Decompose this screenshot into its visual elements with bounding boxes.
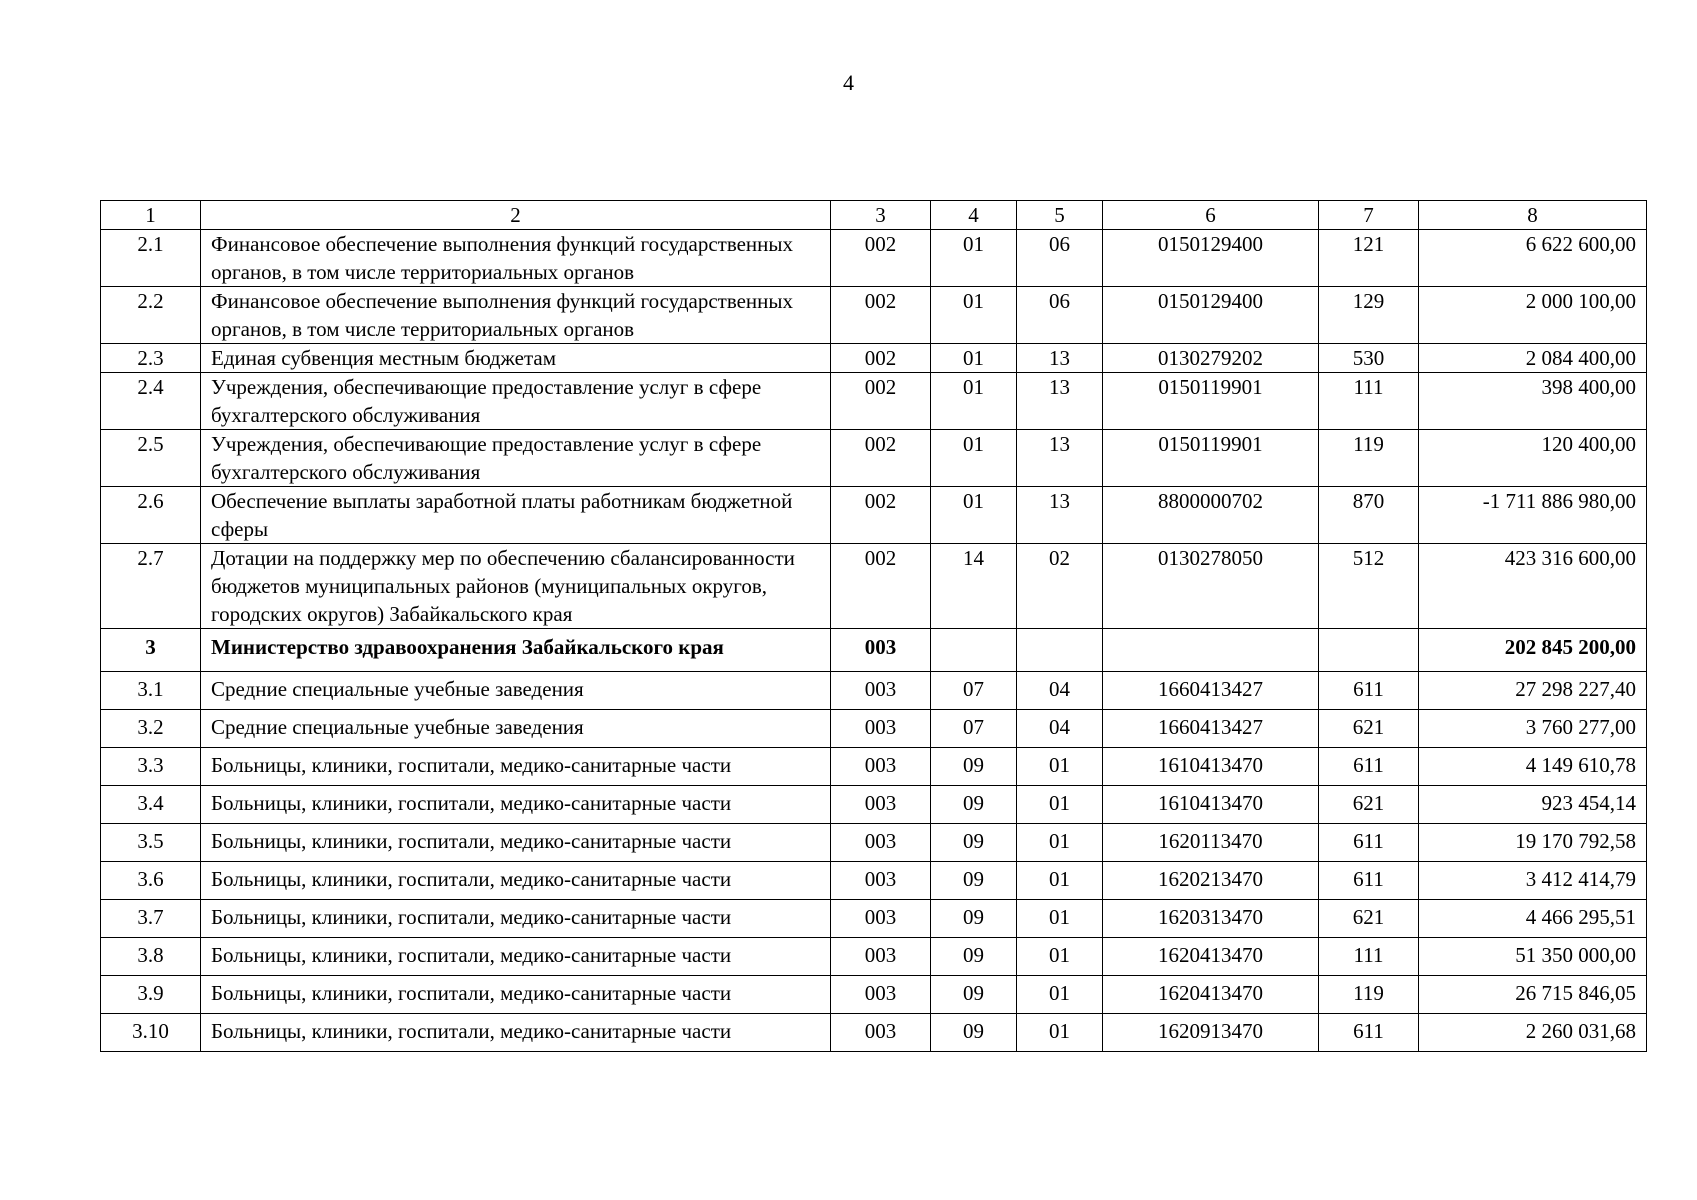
header-cell: 7 bbox=[1319, 201, 1419, 230]
section-code-cell: 14 bbox=[931, 544, 1017, 629]
ministry-code-cell: 003 bbox=[831, 786, 931, 824]
item-name-cell: Больницы, клиники, госпитали, медико-санитарные части bbox=[201, 900, 831, 938]
item-name-cell: Средние специальные учебные заведения bbox=[201, 672, 831, 710]
row-number-cell: 3.10 bbox=[101, 1014, 201, 1052]
item-name-cell: Министерство здравоохранения Забайкальского края bbox=[201, 629, 831, 672]
row-number-cell: 3.4 bbox=[101, 786, 201, 824]
ministry-code-cell: 003 bbox=[831, 824, 931, 862]
table-row bbox=[101, 862, 1647, 900]
expense-type-cell: 611 bbox=[1319, 672, 1419, 710]
amount-cell: 19 170 792,58 bbox=[1419, 824, 1647, 862]
target-article-cell: 0130279202 bbox=[1103, 344, 1319, 373]
target-article-cell: 0130278050 bbox=[1103, 544, 1319, 629]
section-code-cell: 01 bbox=[931, 230, 1017, 287]
subsection-code-cell: 01 bbox=[1017, 862, 1103, 900]
row-number-cell: 2.2 bbox=[101, 287, 201, 344]
header-cell: 6 bbox=[1103, 201, 1319, 230]
budget-table bbox=[100, 200, 1647, 1052]
table-row bbox=[101, 1014, 1647, 1052]
table-row bbox=[101, 544, 1647, 629]
item-name-cell: Финансовое обеспечение выполнения функций государственных органов, в том числе территориальных органов bbox=[201, 287, 831, 344]
expense-type-cell: 611 bbox=[1319, 748, 1419, 786]
amount-cell: 4 149 610,78 bbox=[1419, 748, 1647, 786]
subsection-code-cell: 13 bbox=[1017, 430, 1103, 487]
section-code-cell: 09 bbox=[931, 862, 1017, 900]
target-article-cell: 8800000702 bbox=[1103, 487, 1319, 544]
expense-type-cell: 870 bbox=[1319, 487, 1419, 544]
table-row bbox=[101, 487, 1647, 544]
expense-type-cell: 621 bbox=[1319, 710, 1419, 748]
item-name-cell: Больницы, клиники, госпитали, медико-санитарные части bbox=[201, 862, 831, 900]
item-name-cell: Больницы, клиники, госпитали, медико-санитарные части bbox=[201, 1014, 831, 1052]
item-name-cell: Единая субвенция местным бюджетам bbox=[201, 344, 831, 373]
ministry-code-cell: 002 bbox=[831, 430, 931, 487]
row-number-cell: 3 bbox=[101, 629, 201, 672]
section-code-cell: 09 bbox=[931, 976, 1017, 1014]
target-article-cell: 1620913470 bbox=[1103, 1014, 1319, 1052]
subsection-code-cell: 01 bbox=[1017, 824, 1103, 862]
ministry-code-cell: 003 bbox=[831, 1014, 931, 1052]
target-article-cell: 1660413427 bbox=[1103, 710, 1319, 748]
row-number-cell: 3.6 bbox=[101, 862, 201, 900]
target-article-cell: 1620313470 bbox=[1103, 900, 1319, 938]
subsection-code-cell: 13 bbox=[1017, 344, 1103, 373]
row-number-cell: 2.1 bbox=[101, 230, 201, 287]
subsection-code-cell: 01 bbox=[1017, 900, 1103, 938]
header-cell: 4 bbox=[931, 201, 1017, 230]
ministry-code-cell: 002 bbox=[831, 544, 931, 629]
page-number: 4 bbox=[843, 70, 854, 95]
ministry-code-cell: 002 bbox=[831, 287, 931, 344]
header-cell: 8 bbox=[1419, 201, 1647, 230]
item-name-cell: Больницы, клиники, госпитали, медико-санитарные части bbox=[201, 748, 831, 786]
ministry-code-cell: 002 bbox=[831, 230, 931, 287]
subsection-code-cell: 01 bbox=[1017, 786, 1103, 824]
table-row bbox=[101, 900, 1647, 938]
table-row bbox=[101, 824, 1647, 862]
section-code-cell: 09 bbox=[931, 1014, 1017, 1052]
amount-cell: 2 260 031,68 bbox=[1419, 1014, 1647, 1052]
item-name-cell: Больницы, клиники, госпитали, медико-санитарные части bbox=[201, 786, 831, 824]
target-article-cell: 0150129400 bbox=[1103, 287, 1319, 344]
section-code-cell: 07 bbox=[931, 672, 1017, 710]
expense-type-cell: 119 bbox=[1319, 976, 1419, 1014]
ministry-code-cell: 002 bbox=[831, 373, 931, 430]
amount-cell: 923 454,14 bbox=[1419, 786, 1647, 824]
expense-type-cell: 111 bbox=[1319, 373, 1419, 430]
ministry-code-cell: 003 bbox=[831, 710, 931, 748]
amount-cell: -1 711 886 980,00 bbox=[1419, 487, 1647, 544]
subsection-code-cell: 01 bbox=[1017, 938, 1103, 976]
subsection-code-cell: 06 bbox=[1017, 230, 1103, 287]
section-code-cell: 09 bbox=[931, 748, 1017, 786]
row-number-cell: 3.3 bbox=[101, 748, 201, 786]
item-name-cell: Учреждения, обеспечивающие предоставление услуг в сфере бухгалтерского обслуживания bbox=[201, 430, 831, 487]
target-article-cell: 1610413470 bbox=[1103, 748, 1319, 786]
amount-cell: 6 622 600,00 bbox=[1419, 230, 1647, 287]
target-article-cell: 0150119901 bbox=[1103, 430, 1319, 487]
target-article-cell: 1620113470 bbox=[1103, 824, 1319, 862]
subsection-code-cell: 13 bbox=[1017, 373, 1103, 430]
table-row bbox=[101, 748, 1647, 786]
target-article-cell: 1620413470 bbox=[1103, 938, 1319, 976]
expense-type-cell: 119 bbox=[1319, 430, 1419, 487]
ministry-code-cell: 003 bbox=[831, 900, 931, 938]
section-code-cell: 01 bbox=[931, 430, 1017, 487]
section-code-cell: 01 bbox=[931, 487, 1017, 544]
section-code-cell: 01 bbox=[931, 373, 1017, 430]
table-row bbox=[101, 287, 1647, 344]
ministry-code-cell: 003 bbox=[831, 629, 931, 672]
subsection-code-cell: 01 bbox=[1017, 976, 1103, 1014]
item-name-cell: Учреждения, обеспечивающие предоставление услуг в сфере бухгалтерского обслуживания bbox=[201, 373, 831, 430]
target-article-cell bbox=[1103, 629, 1319, 672]
row-number-cell: 2.6 bbox=[101, 487, 201, 544]
amount-cell: 26 715 846,05 bbox=[1419, 976, 1647, 1014]
target-article-cell: 1620413470 bbox=[1103, 976, 1319, 1014]
section-code-cell: 01 bbox=[931, 287, 1017, 344]
expense-type-cell: 621 bbox=[1319, 900, 1419, 938]
item-name-cell: Финансовое обеспечение выполнения функций государственных органов, в том числе территориальных органов bbox=[201, 230, 831, 287]
amount-cell: 3 760 277,00 bbox=[1419, 710, 1647, 748]
subsection-code-cell: 01 bbox=[1017, 1014, 1103, 1052]
item-name-cell: Больницы, клиники, госпитали, медико-санитарные части bbox=[201, 824, 831, 862]
target-article-cell: 0150119901 bbox=[1103, 373, 1319, 430]
table-row bbox=[101, 344, 1647, 373]
subsection-code-cell: 04 bbox=[1017, 710, 1103, 748]
expense-type-cell: 611 bbox=[1319, 824, 1419, 862]
row-number-cell: 2.5 bbox=[101, 430, 201, 487]
header-cell: 5 bbox=[1017, 201, 1103, 230]
amount-cell: 2 084 400,00 bbox=[1419, 344, 1647, 373]
subsection-code-cell bbox=[1017, 629, 1103, 672]
row-number-cell: 3.5 bbox=[101, 824, 201, 862]
ministry-code-cell: 003 bbox=[831, 938, 931, 976]
subsection-code-cell: 06 bbox=[1017, 287, 1103, 344]
amount-cell: 398 400,00 bbox=[1419, 373, 1647, 430]
expense-type-cell: 611 bbox=[1319, 862, 1419, 900]
header-cell: 1 bbox=[101, 201, 201, 230]
table-row bbox=[101, 672, 1647, 710]
row-number-cell: 2.7 bbox=[101, 544, 201, 629]
expense-type-cell: 611 bbox=[1319, 1014, 1419, 1052]
section-code-cell bbox=[931, 629, 1017, 672]
amount-cell: 202 845 200,00 bbox=[1419, 629, 1647, 672]
subsection-code-cell: 02 bbox=[1017, 544, 1103, 629]
table-row bbox=[101, 373, 1647, 430]
section-code-cell: 01 bbox=[931, 344, 1017, 373]
section-code-cell: 09 bbox=[931, 824, 1017, 862]
row-number-cell: 3.9 bbox=[101, 976, 201, 1014]
table-row bbox=[101, 786, 1647, 824]
ministry-code-cell: 002 bbox=[831, 487, 931, 544]
item-name-cell: Больницы, клиники, госпитали, медико-санитарные части bbox=[201, 976, 831, 1014]
expense-type-cell: 129 bbox=[1319, 287, 1419, 344]
ministry-code-cell: 003 bbox=[831, 672, 931, 710]
row-number-cell: 3.8 bbox=[101, 938, 201, 976]
ministry-code-cell: 002 bbox=[831, 344, 931, 373]
target-article-cell: 0150129400 bbox=[1103, 230, 1319, 287]
amount-cell: 423 316 600,00 bbox=[1419, 544, 1647, 629]
header-cell: 2 bbox=[201, 201, 831, 230]
table-row-section bbox=[101, 629, 1647, 672]
table-row bbox=[101, 430, 1647, 487]
row-number-cell: 2.3 bbox=[101, 344, 201, 373]
table-row bbox=[101, 938, 1647, 976]
subsection-code-cell: 04 bbox=[1017, 672, 1103, 710]
item-name-cell: Дотации на поддержку мер по обеспечению сбалансированности бюджетов муниципальных районов (муниципальных округов, городских округов) Забайкальского края bbox=[201, 544, 831, 629]
row-number-cell: 3.2 bbox=[101, 710, 201, 748]
target-article-cell: 1620213470 bbox=[1103, 862, 1319, 900]
ministry-code-cell: 003 bbox=[831, 748, 931, 786]
subsection-code-cell: 13 bbox=[1017, 487, 1103, 544]
row-number-cell: 3.7 bbox=[101, 900, 201, 938]
section-code-cell: 09 bbox=[931, 786, 1017, 824]
table-row bbox=[101, 976, 1647, 1014]
amount-cell: 120 400,00 bbox=[1419, 430, 1647, 487]
item-name-cell: Больницы, клиники, госпитали, медико-санитарные части bbox=[201, 938, 831, 976]
section-code-cell: 09 bbox=[931, 900, 1017, 938]
item-name-cell: Обеспечение выплаты заработной платы работникам бюджетной сферы bbox=[201, 487, 831, 544]
expense-type-cell bbox=[1319, 629, 1419, 672]
ministry-code-cell: 003 bbox=[831, 976, 931, 1014]
section-code-cell: 09 bbox=[931, 938, 1017, 976]
expense-type-cell: 111 bbox=[1319, 938, 1419, 976]
item-name-cell: Средние специальные учебные заведения bbox=[201, 710, 831, 748]
subsection-code-cell: 01 bbox=[1017, 748, 1103, 786]
expense-type-cell: 621 bbox=[1319, 786, 1419, 824]
amount-cell: 27 298 227,40 bbox=[1419, 672, 1647, 710]
target-article-cell: 1660413427 bbox=[1103, 672, 1319, 710]
expense-type-cell: 530 bbox=[1319, 344, 1419, 373]
header-cell: 3 bbox=[831, 201, 931, 230]
amount-cell: 51 350 000,00 bbox=[1419, 938, 1647, 976]
table-row bbox=[101, 230, 1647, 287]
row-number-cell: 3.1 bbox=[101, 672, 201, 710]
expense-type-cell: 512 bbox=[1319, 544, 1419, 629]
amount-cell: 3 412 414,79 bbox=[1419, 862, 1647, 900]
ministry-code-cell: 003 bbox=[831, 862, 931, 900]
section-code-cell: 07 bbox=[931, 710, 1017, 748]
amount-cell: 2 000 100,00 bbox=[1419, 287, 1647, 344]
row-number-cell: 2.4 bbox=[101, 373, 201, 430]
table-header-row bbox=[101, 201, 1647, 230]
target-article-cell: 1610413470 bbox=[1103, 786, 1319, 824]
amount-cell: 4 466 295,51 bbox=[1419, 900, 1647, 938]
expense-type-cell: 121 bbox=[1319, 230, 1419, 287]
table-row bbox=[101, 710, 1647, 748]
